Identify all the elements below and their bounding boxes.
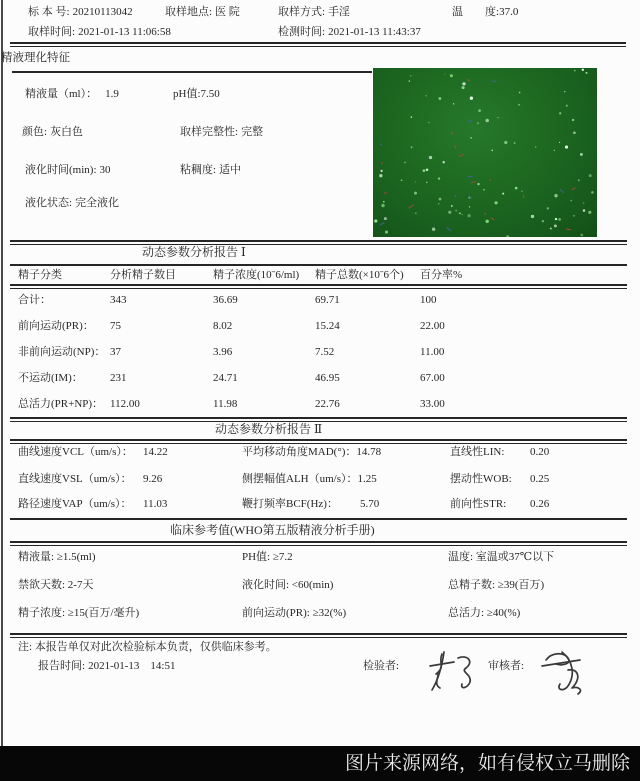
report-time-value: 2021-01-13 14:51 (88, 660, 176, 672)
cell-count: 37 (110, 346, 121, 358)
cell-count: 343 (110, 294, 127, 306)
row-label: 前向运动(PR)： (18, 320, 94, 332)
liquefaction-state-field (25, 197, 119, 210)
watermark-text: 图片来源网络，如有侵权立马删除 (344, 753, 630, 774)
sample-integrity-field (180, 126, 263, 139)
cell-total: 7.52 (315, 346, 335, 358)
semen-volume-field (25, 88, 119, 101)
report1-col-total: 精子总数(×10ˉ6个) (315, 269, 404, 281)
alh-label: 侧摆幅值ALH（um/s）： (242, 473, 358, 485)
cell-total: 22.76 (315, 398, 340, 410)
sampling-method-label: 取样方式: (278, 6, 326, 18)
sampling-time-label: 取样时间: (28, 26, 76, 38)
report-time-label: 报告时间: (38, 660, 86, 672)
physical-section-title: 精液理化特征 (1, 52, 70, 64)
specimen-number-field (28, 6, 133, 19)
report1-title-rule (10, 264, 627, 266)
bcf-label: 鞭打频率BCF(Hz)： (242, 498, 338, 510)
ph-value: 7.50 (200, 88, 220, 100)
semen-volume-label: 精液量（ml）： (25, 88, 98, 100)
table-row (0, 473, 640, 487)
test-time-field (278, 26, 421, 39)
cell-count: 231 (110, 372, 127, 384)
test-time-value: 2021-01-13 11:43:37 (328, 26, 421, 38)
table-row (0, 446, 640, 460)
cell-concentration: 36.69 (213, 294, 238, 306)
lin-label: 直线性LIN: (450, 446, 505, 458)
str-value: 0.26 (530, 498, 550, 510)
cell-total: 15.24 (315, 320, 340, 332)
table-row (0, 320, 640, 334)
vsl-label: 直线速度VSL（um/s）： (18, 473, 132, 485)
report2-title-rule (10, 439, 627, 444)
temperature-value: 37.0 (499, 6, 519, 18)
reference-bottom-rule (10, 633, 627, 638)
wob-label: 摆动性WOB: (450, 473, 512, 485)
vap-value: 11.03 (143, 498, 168, 510)
table-row (0, 294, 640, 308)
viscosity-field (180, 164, 241, 177)
liquefaction-time-value: 30 (99, 164, 111, 176)
ref-liquefaction-time: 液化时间: <60(min) (242, 579, 334, 591)
ref-ph: PH值: ≥7.2 (242, 551, 293, 563)
sampling-place-label: 取样地点: (165, 6, 213, 18)
cell-percent: 33.00 (420, 398, 445, 410)
ref-temperature: 温度: 室温或37℃以下 (448, 551, 555, 563)
watermark-bar (0, 746, 640, 781)
sampling-method-value: 手淫 (328, 6, 351, 18)
table-row (0, 346, 640, 360)
cell-percent: 22.00 (420, 320, 445, 332)
wob-value: 0.25 (530, 473, 550, 485)
color-value: 灰白色 (50, 126, 84, 138)
viscosity-label: 粘稠度: (180, 164, 217, 176)
str-label: 前向性STR: (450, 498, 507, 510)
cell-percent: 67.00 (420, 372, 445, 384)
report1-header-row (0, 269, 640, 283)
viscosity-value: 适中 (219, 164, 242, 176)
temperature-label: 温 度: (452, 6, 500, 18)
color-label: 颜色: (22, 126, 48, 138)
sample-integrity-value: 完整 (241, 126, 264, 138)
header-divider (10, 42, 626, 47)
liquefaction-time-label: 液化时间(min): (25, 164, 97, 176)
reference-top-rule (10, 518, 627, 520)
report1-top-rule (10, 240, 627, 245)
cell-count: 75 (110, 320, 121, 332)
alh-value: 1.25 (357, 473, 377, 485)
sampling-time-value: 2021-01-13 11:06:58 (78, 26, 171, 38)
cell-percent: 100 (420, 294, 437, 306)
row-label: 非前向运动(NP)： (18, 346, 106, 358)
bcf-field (242, 498, 379, 511)
vcl-value: 14.22 (143, 446, 168, 458)
report1-header-rule (10, 284, 627, 289)
temperature-field (452, 6, 518, 19)
row-label: 不运动(IM)： (18, 372, 83, 384)
report2-title: 动态参数分析报告 Ⅱ (215, 422, 323, 436)
row-label: 总活力(PR+NP)： (18, 398, 104, 410)
cell-total: 69.71 (315, 294, 340, 306)
ref-progressive-motility: 前向运动(PR): ≥32(%) (242, 607, 347, 619)
reference-title-rule (10, 541, 627, 546)
cell-total: 46.95 (315, 372, 340, 384)
color-field (22, 126, 83, 139)
semen-volume-value: 1.9 (105, 88, 119, 100)
cell-count: 112.00 (110, 398, 140, 410)
specimen-number-label: 标 本 号: (28, 6, 70, 18)
vap-label: 路径速度VAP（um/s）： (18, 498, 132, 510)
micrograph-image (373, 68, 597, 237)
cell-concentration: 8.02 (213, 320, 233, 332)
sampling-method-field (278, 6, 350, 19)
reviewer-signature (538, 644, 594, 699)
ref-abstinence-days: 禁欲天数: 2-7天 (18, 579, 94, 591)
test-time-label: 检测时间: (278, 26, 326, 38)
ref-total-sperm: 总精子数: ≥39(百万) (448, 579, 545, 591)
cell-concentration: 11.98 (213, 398, 238, 410)
liquefaction-time-field (25, 164, 111, 177)
vsl-value: 9.26 (143, 473, 163, 485)
ref-concentration: 精子浓度: ≥15(百万/毫升) (18, 607, 140, 619)
cell-percent: 11.00 (420, 346, 445, 358)
table-row (0, 498, 640, 512)
cell-concentration: 24.71 (213, 372, 238, 384)
report1-col-class: 精子分类 (18, 269, 62, 281)
row-label: 合计： (18, 294, 51, 306)
reference-title: 临床参考值(WHO第五版精液分析手册) (170, 523, 375, 537)
liquefaction-state-value: 完全液化 (75, 197, 120, 209)
report1-col-concentration: 精子浓度(10ˉ6/ml) (213, 269, 300, 281)
specimen-number-value: 20210113042 (72, 6, 133, 18)
examiner-signature (420, 648, 482, 694)
sampling-place-value: 医 院 (215, 6, 240, 18)
sampling-place-field (165, 6, 240, 19)
alh-field (242, 473, 377, 486)
report1-col-count: 分析精子数目 (110, 269, 176, 281)
table-row (0, 551, 640, 565)
ref-volume: 精液量: ≥1.5(ml) (18, 551, 96, 563)
ph-field (173, 88, 220, 101)
physical-title-underline (12, 71, 372, 73)
micrograph-dots (373, 68, 597, 237)
liquefaction-state-label: 液化状态: (25, 197, 73, 209)
table-row (0, 607, 640, 621)
vcl-label: 曲线速度VCL（um/s）： (18, 446, 133, 458)
table-row (0, 579, 640, 593)
table-row (0, 398, 640, 412)
mad-field (242, 446, 381, 459)
cell-concentration: 3.96 (213, 346, 233, 358)
lin-value: 0.20 (530, 446, 550, 458)
mad-value: 14.78 (356, 446, 382, 458)
report-time-field (38, 660, 175, 673)
mad-label: 平均移动角度MAD(°)： (242, 446, 357, 458)
examiner-label: 检验者: (363, 660, 400, 672)
ref-total-motility: 总活力: ≥40(%) (448, 607, 521, 619)
sampling-time-field (28, 26, 171, 39)
bcf-value: 5.70 (359, 498, 380, 510)
report1-title: 动态参数分析报告 Ⅰ (142, 245, 246, 259)
reviewer-label: 审核者: (488, 660, 525, 672)
ph-label: pH值: (173, 88, 201, 100)
report1-col-percent: 百分率% (420, 269, 463, 281)
table-row (0, 372, 640, 386)
sample-integrity-label: 取样完整性: (180, 126, 239, 138)
disclaimer-note: 注: 本报告单仅对此次检验标本负责，仅供临床参考。 (18, 641, 277, 653)
